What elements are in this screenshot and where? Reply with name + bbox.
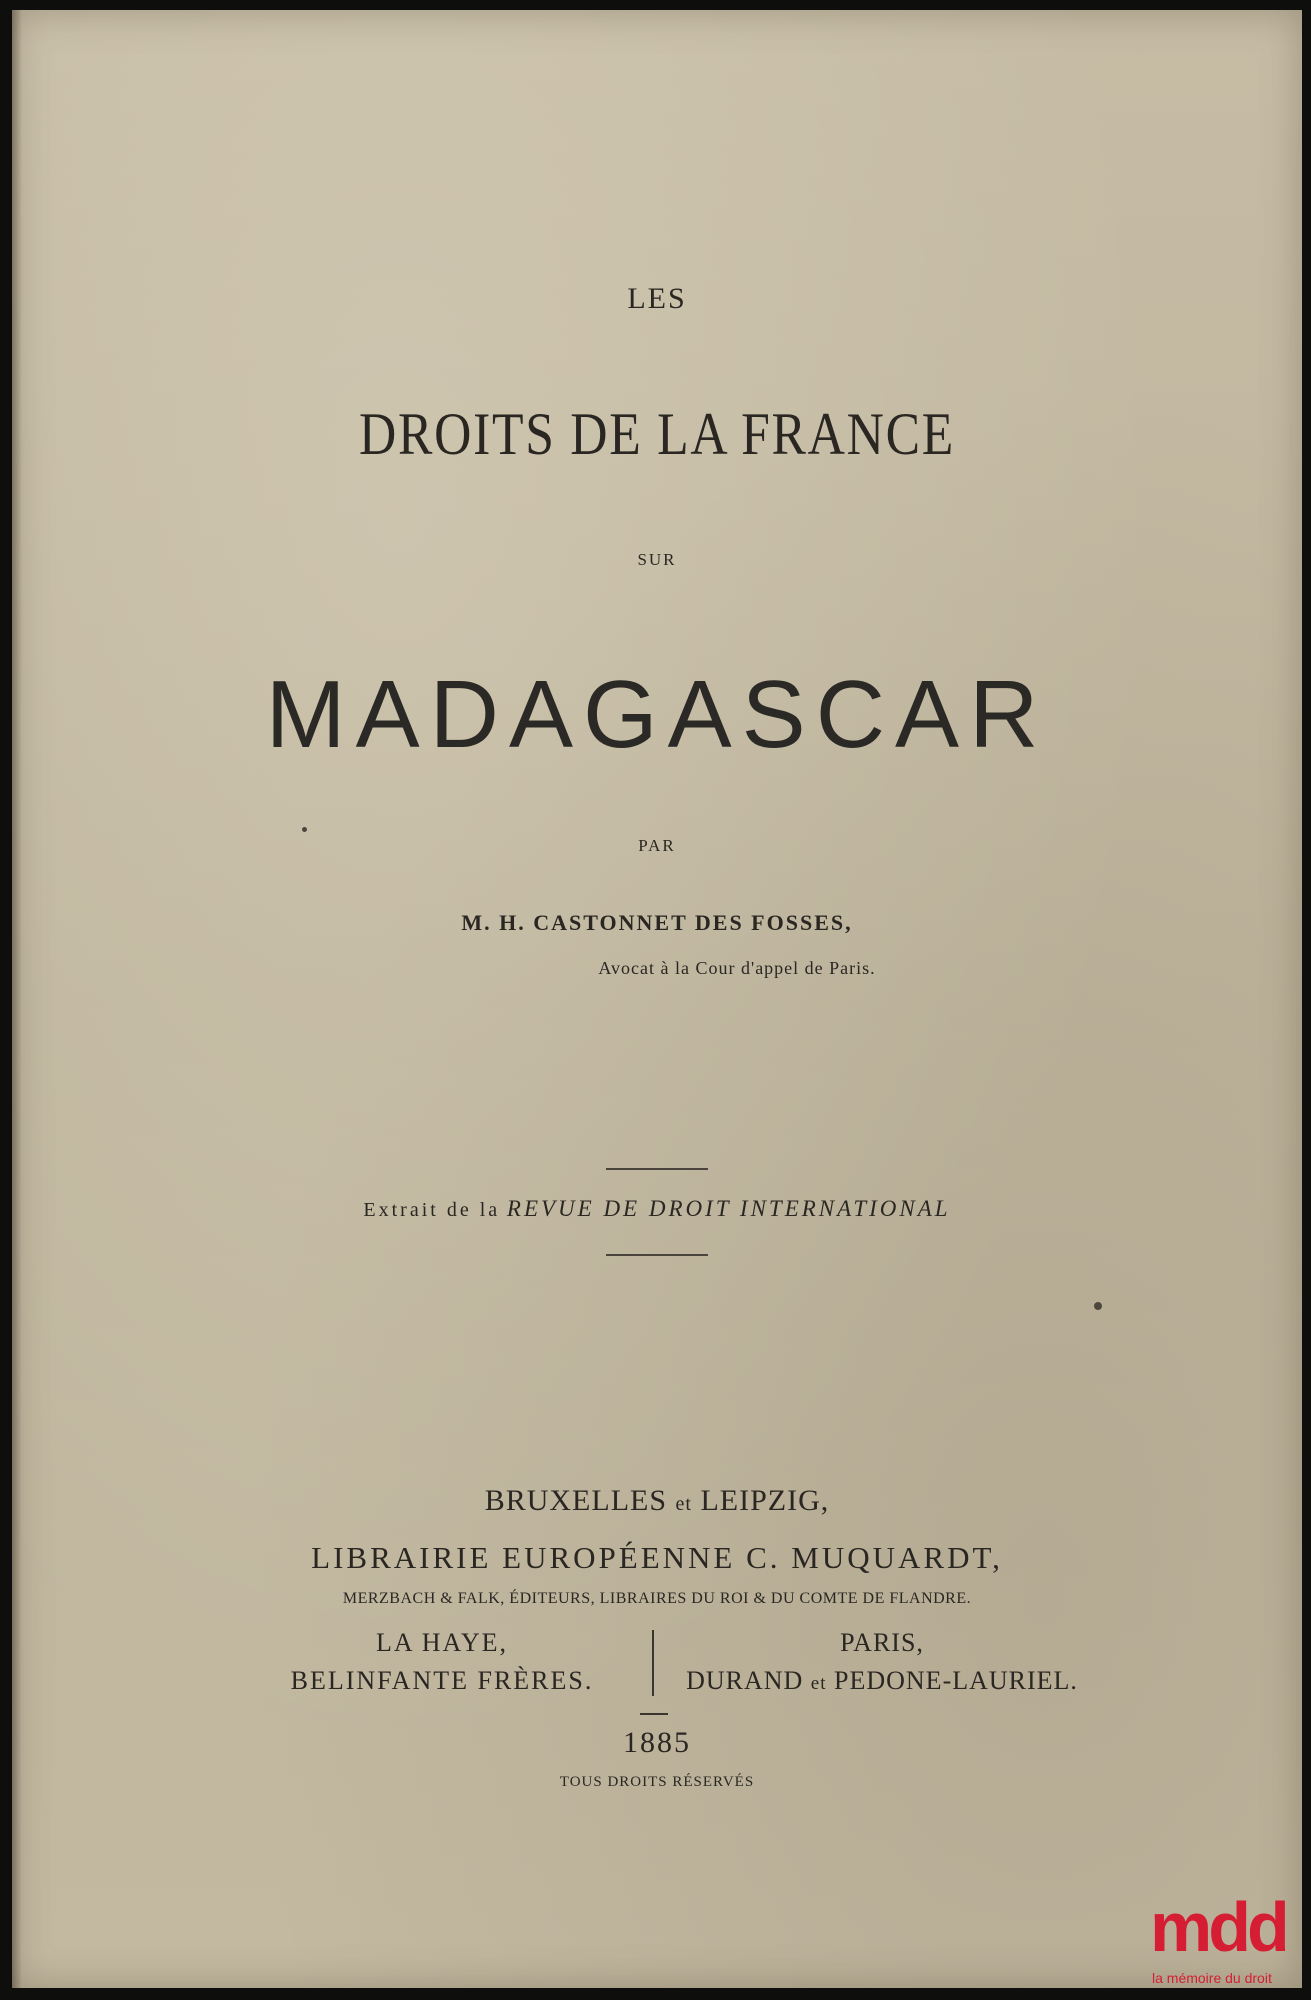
imprint-left-column xyxy=(262,1624,622,1700)
mdd-logo-tagline: la mémoire du droit xyxy=(1152,1970,1272,1986)
right-city: PARIS, xyxy=(840,1628,924,1657)
left-city: LA HAYE, xyxy=(375,1628,509,1657)
document-cover xyxy=(12,10,1302,1988)
divider-top xyxy=(606,1168,708,1170)
year-rule xyxy=(640,1713,668,1715)
divider-bottom xyxy=(606,1254,708,1256)
author-name: M. H. CASTONNET DES FOSSES, xyxy=(461,910,853,935)
main-title: DROITS DE LA FRANCE xyxy=(358,401,956,467)
extract-prefix: Extrait de la xyxy=(363,1199,501,1221)
column-separator xyxy=(652,1630,654,1696)
publisher-name: LIBRAIRIE EUROPÉENNE C. MUQUARDT, xyxy=(311,1540,1003,1575)
right-publisher-joiner: et xyxy=(810,1673,827,1694)
imprint-city-2: LEIPZIG, xyxy=(700,1484,830,1517)
foxing-spot xyxy=(302,827,307,832)
imprint-city-joiner: et xyxy=(675,1493,692,1515)
imprint-right-column xyxy=(672,1624,1092,1703)
right-publisher-1: DURAND xyxy=(686,1666,804,1695)
extract-note xyxy=(12,1196,1302,1222)
imprint-cities xyxy=(12,1484,1302,1518)
left-publisher: BELINFANTE FRÈRES. xyxy=(290,1666,594,1695)
journal-title: REVUE DE DROIT INTERNATIONAL xyxy=(506,1196,951,1221)
right-publisher-2: PEDONE-LAURIEL. xyxy=(834,1666,1078,1695)
publisher-editors: MERZBACH & FALK, ÉDITEURS, LIBRAIRES DU ROI & DU COMTE DE FLANDRE. xyxy=(342,1590,972,1607)
title-sur: SUR xyxy=(637,550,677,569)
foxing-spot xyxy=(1094,1302,1102,1310)
title-madagascar: MADAGASCAR xyxy=(265,661,1049,768)
mdd-logo-mark: mdd xyxy=(1150,1888,1286,1966)
author-role: Avocat à la Cour d'appel de Paris. xyxy=(598,958,876,978)
rights-notice: TOUS DROITS RÉSERVÉS xyxy=(559,1774,755,1790)
imprint-city-1: BRUXELLES xyxy=(484,1484,668,1517)
right-publisher xyxy=(672,1662,1092,1703)
mdd-logo xyxy=(1150,1888,1300,1992)
byline-par: PAR xyxy=(638,836,676,855)
publication-year: 1885 xyxy=(623,1726,691,1759)
title-line-les: LES xyxy=(627,282,687,315)
